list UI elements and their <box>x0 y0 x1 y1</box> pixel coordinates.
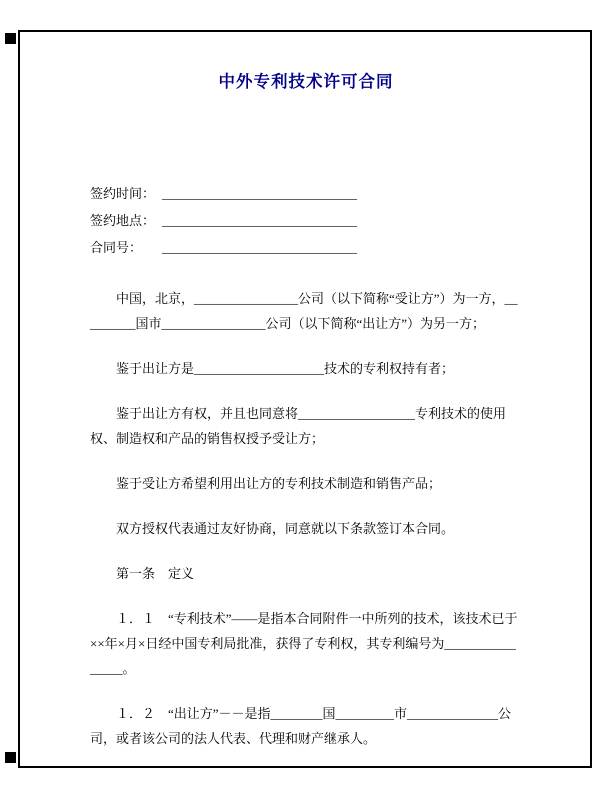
paragraph-whereas-licensee-intent: 鉴于受让方希望利用出让方的专利技术制造和销售产品； <box>116 476 442 491</box>
field-blank-contract-number: ______________________________ <box>162 240 357 255</box>
field-signing-place <box>90 207 522 234</box>
contract-fields <box>90 180 522 261</box>
field-label-signing-time: 签约时间： <box>90 186 156 201</box>
paragraph-parties: 中国，北京，________________公司（以下简称“受让方”）为一方，_________国市________________公司（以下简称“出让方”）为另一方； <box>90 291 518 331</box>
field-label-signing-place: 签约地点： <box>90 213 156 228</box>
corner-mark-bottom <box>5 752 16 763</box>
paragraph-clause-1-2: １．２ “出让方”－－是指________国_________市______________公司，或者该公司的法人代表、代理和财产继承人。 <box>90 706 512 746</box>
paragraph-agreement-statement: 双方授权代表通过友好协商，同意就以下条款签订本合同。 <box>116 521 455 536</box>
paragraph-clause-1-1: １．１ “专利技术”——是指本合同附件一中所列的技术，该技术已于××年×月×日经中国专利局批准，获得了专利权，其专利编号为________________。 <box>90 611 518 676</box>
contract-content <box>90 60 522 751</box>
paragraph-whereas-patent-holder: 鉴于出让方是____________________技术的专利权持有者； <box>116 361 455 376</box>
field-blank-signing-time: ______________________________ <box>162 186 357 201</box>
corner-mark-top <box>5 33 16 44</box>
page-title: 中外专利技术许可合同 <box>218 72 394 91</box>
field-blank-signing-place: ______________________________ <box>162 213 357 228</box>
field-signing-time <box>90 180 522 207</box>
paragraph-whereas-license-grant: 鉴于出让方有权，并且也同意将__________________专利技术的使用权、制造权和产品的销售权授予受让方； <box>90 406 507 446</box>
field-label-contract-number: 合同号： <box>90 240 143 255</box>
heading-article-1-definitions: 第一条 定义 <box>116 566 195 581</box>
field-contract-number <box>90 234 522 261</box>
